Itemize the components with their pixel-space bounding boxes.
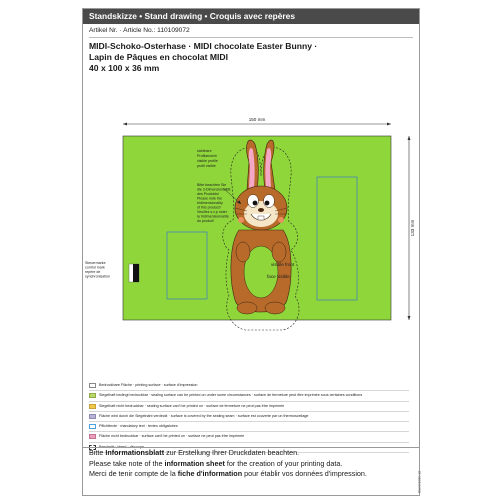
footer-line-de: Bitte Informationsblatt zur Erstellung Ihrer Druckdaten beachten. [89,448,300,457]
product-title-fr: Lapin de Pâques en chocolat MIDI [89,52,228,63]
legend-item: Beschnitt · bleed · découpe [89,443,409,453]
legend-item: Pflichttexte · mandatory text · textes obligatoires [89,422,409,432]
legend-swatch [89,383,96,388]
visible-front-label: visible front [271,262,295,267]
legend [89,381,409,453]
arrow-right-icon [387,123,391,126]
control-mark [133,264,139,282]
drawing-svg [83,104,421,354]
product-dimensions: 40 x 100 x 36 mm [89,63,160,74]
revision-code: Stand 2020-12 [417,471,421,494]
article-divider [89,37,413,38]
legend-swatch [89,393,96,398]
legend-item: Bedruckbare Fläche · printing surface · surface d'impression [89,381,409,391]
arrow-left-icon [123,123,127,126]
height-label: 133 mm [410,219,415,237]
header-bar: Standskizze • Stand drawing • Croquis avec repères [83,9,419,24]
legend-swatch [89,414,96,419]
legend-item: Fläche wird durch die Siegelnaht verdeckt · surface is covered by the sealing seam · surface est couverte par un thermoscellage [89,412,409,422]
product-title [89,41,317,75]
width-label: 150 mm [248,117,266,122]
legend-swatch [89,404,96,409]
arrow-up-icon [408,136,411,140]
footer [83,447,419,480]
article-number: Artikel Nr. · Article No.: 110109072 [89,27,190,34]
technical-drawing [83,104,421,354]
dimensionality-note: Bitte beachten Sie die 3-Dimensionalität des Produkts! Please note the tridimensionality of this product! Veuillez s.v.p noter la tridimensionnalité du produit! [197,183,231,223]
legend-swatch [89,424,96,429]
legend-item: Siegelhaft bedingt bedruckbar · sealing surface can be printed on under some circumstances · surface de fermeture peut être imprimée sous certaines conditions [89,391,409,401]
legend-swatch [89,434,96,439]
legend-item: Siegelhaft nicht bedruckbar · sealing surface can't be printed on · surface de fermeture ne peut pas être imprimée [89,402,409,412]
face-visible-label: face visible [267,274,290,279]
profile-note: sichtbare Profilansicht visible profile profil visible [197,149,218,168]
arrow-down-icon [408,316,411,320]
product-title-de: MIDI-Schoko-Osterhase · MIDI chocolate Easter Bunny · [89,41,318,51]
legend-item: Fläche nicht bedruckbar · surface can't be printed on · surface ne peut pas être imprimée [89,432,409,442]
footer-line-fr: Merci de tenir compte de la fiche d'information pour établir vos données d'impression. [89,469,367,478]
stand-drawing-sheet [82,8,420,496]
control-mark-label: Steuermarke control mark repère de synchronisation [85,261,110,279]
footer-line-en: Please take note of the information sheet for the creation of your printing data. [89,458,343,468]
